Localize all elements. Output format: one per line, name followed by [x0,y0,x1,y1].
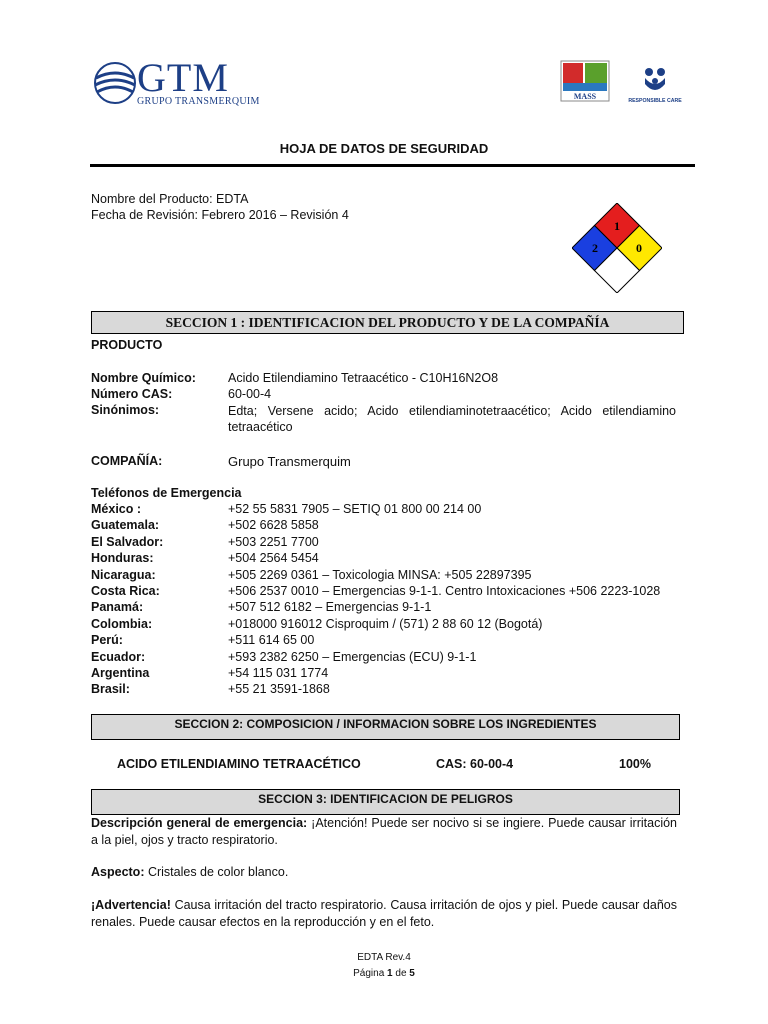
gtm-globe-logo [90,58,140,108]
phone-country: El Salvador: [91,534,164,549]
ingredient-percent: 100% [619,757,651,771]
phone-number: +593 2382 6250 – Emergencias (ECU) 9-1-1 [228,649,477,664]
emergency-phones-heading: Teléfonos de Emergencia [91,486,242,500]
phone-country: Argentina [91,666,150,680]
title-divider [90,164,695,167]
responsible-care-logo [620,60,690,108]
phone-country: Costa Rica: [91,584,160,598]
page-total: 5 [409,968,415,979]
emergency-description [91,815,677,848]
warning-label: ¡Advertencia! [91,898,171,912]
synonyms-label: Sinónimos: [91,403,160,417]
emergency-description-label: Descripción general de emergencia: [91,816,308,830]
phone-country: Ecuador: [91,649,146,664]
mass-logo-text: MASS [573,92,597,101]
nfpa-hazard-diamond [572,203,662,293]
producto-heading: PRODUCTO [91,338,163,352]
phone-country: Honduras: [91,551,154,566]
phone-number: +502 6628 5858 [228,518,319,533]
phone-country: México : [91,502,142,516]
phone-number: +504 2564 5454 [228,551,319,566]
phone-number: +55 21 3591-1868 [228,682,330,697]
chemical-name-value: Acido Etilendiamino Tetraacético - C10H16N2O8 [228,371,499,385]
aspect-text: Cristales de color blanco. [144,865,289,879]
phone-country: Guatemala: [91,518,160,533]
footer-page-number [0,968,768,979]
warning-paragraph [91,897,677,930]
aspect-label: Aspecto: [91,865,145,879]
aspect-line [91,864,677,881]
document-title: HOJA DE DATOS DE SEGURIDAD [279,141,489,156]
phone-number: +505 2269 0361 – Toxicologia MINSA: +505 22897395 [228,567,532,582]
company-value: Grupo Transmerquim [228,454,351,469]
phone-country: Perú: [91,633,123,648]
product-name-line: Nombre del Producto: EDTA [91,192,249,206]
gtm-logo-text: GTM [137,55,229,100]
synonyms-value: Edta; Versene acido; Acido etilendiaminotetraacético; Acido etilendiamino tetraacético [228,404,676,434]
nfpa-flammability: 1 [614,219,620,233]
nfpa-reactivity: 0 [636,241,642,255]
cas-number-label: Número CAS: [91,387,173,401]
phone-country: Panamá: [91,600,144,615]
phone-number: +54 115 031 1774 [228,666,329,680]
warning-text: Causa irritación del tracto respiratorio. Causa irritación de ojos y piel. Puede causar daños renales. Puede causar efectos en la reproducción y en el feto. [91,898,677,929]
phone-number: +503 2251 7700 [228,534,319,549]
phone-number: +52 55 5831 7905 – SETIQ 01 800 00 214 00 [228,502,482,516]
ingredient-name: ACIDO ETILENDIAMINO TETRAACÉTICO [117,757,361,771]
rc-logo-text: RESPONSIBLE CARE [628,98,682,104]
phone-country: Brasil: [91,682,130,697]
phone-number: +018000 916012 Cisproquim / (571) 2 88 60 12 (Bogotá) [228,616,543,631]
gtm-logo-subtitle: GRUPO TRANSMERQUIM [137,96,260,107]
phone-number: +506 2537 0010 – Emergencias 9-1-1. Centro Intoxicaciones +506 2223-1028 [228,584,661,598]
footer-doc-rev: EDTA Rev.4 [357,952,411,963]
phone-number: +511 614 65 00 [228,633,315,648]
section2-title: SECCION 2: COMPOSICION / INFORMACION SOBRE LOS INGREDIENTES [91,714,680,740]
revision-line: Fecha de Revisión: Febrero 2016 – Revisión 4 [91,208,349,222]
emergency-description-text: ¡Atención! Puede ser nocivo si se ingiere. Puede causar irritación a la piel, ojos y tracto respiratorio. [91,816,678,847]
page-current: 1 [387,968,393,979]
chemical-name-label: Nombre Químico: [91,371,196,385]
nfpa-health: 2 [592,241,598,255]
phone-country: Nicaragua: [91,567,156,582]
mass-logo [560,60,610,102]
ingredient-cas: CAS: 60-00-4 [436,757,514,771]
phone-country: Colombia: [91,616,153,631]
section3-title: SECCION 3: IDENTIFICACION DE PELIGROS [91,789,680,815]
phone-number: +507 512 6182 – Emergencias 9-1-1 [228,600,432,615]
cas-number-value: 60-00-4 [228,387,272,401]
company-label: COMPAÑÍA: [91,454,163,468]
section1-title: SECCION 1 : IDENTIFICACION DEL PRODUCTO Y DE LA COMPAÑÍA [91,311,684,334]
page-mid: de [392,968,410,979]
page-prefix: Página [353,968,388,979]
